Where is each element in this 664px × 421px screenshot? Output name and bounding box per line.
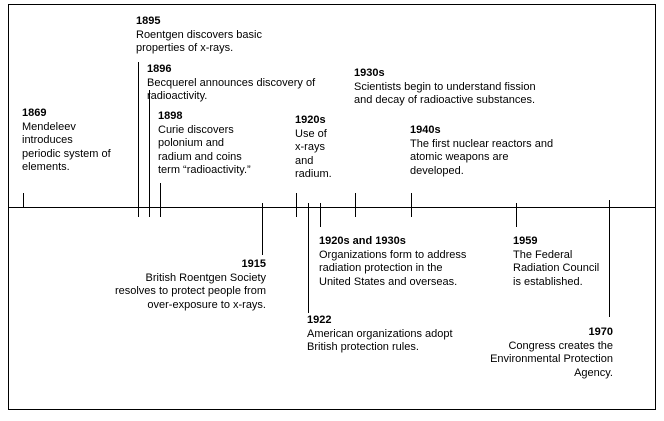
- event-text: American organizations adopt British protection rules.: [307, 327, 453, 353]
- event-text: Use of x-rays and radium.: [295, 127, 332, 180]
- tick-1869: [23, 193, 24, 207]
- event-year: 1920s: [295, 114, 326, 126]
- event-1869: [22, 107, 111, 175]
- tick-1970: [609, 200, 610, 317]
- tick-1940s: [411, 193, 412, 217]
- event-year: 1959: [513, 235, 538, 247]
- event-year: 1895: [136, 15, 161, 27]
- event-text: Congress creates the Environmental Protection Agency.: [490, 339, 613, 379]
- event-1959: [513, 235, 599, 289]
- event-1940s: [410, 124, 553, 178]
- event-year: 1920s and 1930s: [319, 235, 406, 247]
- event-year: 1915: [241, 258, 266, 270]
- event-year: 1940s: [410, 124, 441, 136]
- event-1920s: [295, 114, 332, 182]
- event-year: 1970: [588, 326, 613, 338]
- event-1898: [158, 110, 251, 178]
- event-year: 1930s: [354, 67, 385, 79]
- event-text: The first nuclear reactors and atomic weapons are developed.: [410, 137, 554, 177]
- tick-1930s: [355, 193, 356, 217]
- event-text: The Federal Radiation Council is established.: [513, 248, 600, 288]
- tick-1915: [262, 203, 263, 255]
- event-year: 1898: [158, 110, 183, 122]
- event-1895: [136, 15, 262, 56]
- event-text: British Roentgen Society resolves to protect people from over-exposure to x-rays.: [114, 271, 266, 311]
- tick-1959: [516, 203, 517, 227]
- tick-1920s: [296, 193, 297, 217]
- event-1930s: [354, 67, 536, 108]
- event-year: 1869: [22, 107, 47, 119]
- event-text: Curie discovers polonium and radium and coins term “radioactivity.”: [158, 123, 251, 176]
- tick-1920s-and-1930s: [320, 203, 321, 227]
- event-text: Roentgen discovers basic properties of x-rays.: [136, 28, 262, 54]
- tick-1895: [138, 62, 139, 217]
- event-text: Becquerel announces discovery of radioactivity.: [147, 76, 316, 102]
- event-1922: [307, 314, 453, 355]
- tick-1896: [149, 90, 150, 217]
- event-1915: [115, 258, 266, 312]
- event-1896: [147, 63, 315, 104]
- event-year: 1896: [147, 63, 172, 75]
- event-1920s-and-1930s: [319, 235, 466, 289]
- event-year: 1922: [307, 314, 332, 326]
- tick-1898: [160, 183, 161, 217]
- event-1970: [490, 326, 613, 380]
- event-text: Mendeleev introduces periodic system of elements.: [22, 120, 111, 173]
- event-text: Organizations form to address radiation protection in the United States and overseas.: [319, 248, 467, 288]
- tick-1922: [308, 203, 309, 313]
- timeline-axis: [8, 207, 656, 208]
- event-text: Scientists begin to understand fission and decay of radioactive substances.: [354, 80, 536, 106]
